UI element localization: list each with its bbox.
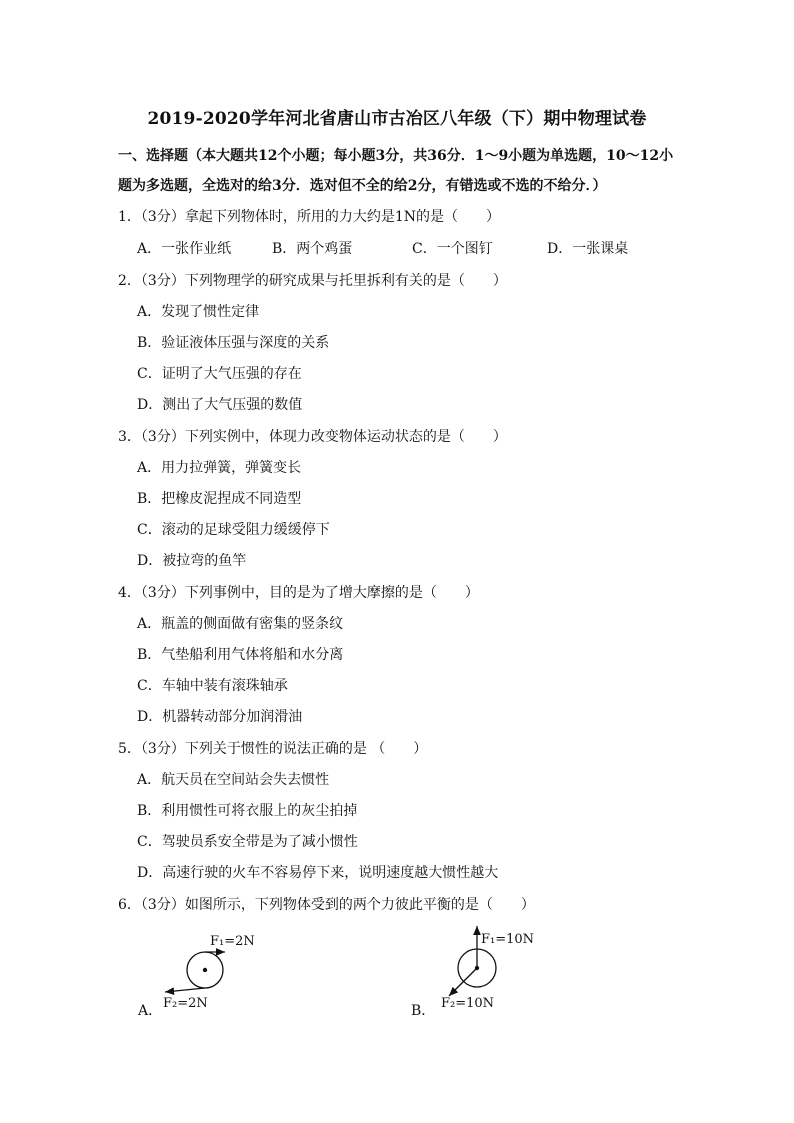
question-2-stem: 2．（3分）下列物理学的研究成果与托里拆利有关的是（ ） — [118, 273, 507, 289]
figure-b-f1-label: F₁=10N — [481, 932, 535, 947]
question-2-option-a: A．发现了惯性定律 — [137, 304, 260, 320]
figure-a — [130, 925, 270, 1025]
figure-b-force-f2-arrow — [449, 968, 477, 996]
question-5-option-d: D．高速行驶的火车不容易停下来，说明速度越大惯性越大 — [137, 865, 499, 881]
question-5-stem: 5．（3分）下列关于惯性的说法正确的是 （ ） — [118, 741, 428, 757]
question-3-stem: 3．（3分）下列实例中，体现力改变物体运动状态的是（ ） — [118, 429, 507, 445]
question-3-option-d: D．被拉弯的鱼竿 — [137, 553, 247, 569]
question-5-option-b: B．利用惯性可将衣服上的灰尘拍掉 — [137, 803, 358, 819]
question-1-stem: 1．（3分）拿起下列物体时，所用的力大约是1N的是（ ） — [118, 209, 500, 225]
question-4-option-c: C．车轴中装有滚珠轴承 — [137, 678, 288, 694]
figure-a-center-dot — [203, 968, 207, 972]
section-heading-line-2: 题为多选题，全选对的给3分．选对但不全的给2分，有错选或不选的不给分．） — [118, 178, 607, 194]
figure-b — [405, 918, 555, 1025]
question-2-option-b: B．验证液体压强与深度的关系 — [137, 335, 330, 351]
figure-a-option-label: A． — [138, 1003, 163, 1019]
figure-b-option-label: B． — [411, 1003, 436, 1019]
section-heading — [118, 142, 688, 200]
question-5-option-a: A．航天员在空间站会失去惯性 — [137, 772, 330, 788]
question-2-option-d: D．测出了大气压强的数值 — [137, 397, 303, 413]
question-4-option-d: D．机器转动部分加润滑油 — [137, 709, 303, 725]
question-3-option-a: A．用力拉弹簧，弹簧变长 — [137, 460, 302, 476]
figure-a-f1-label: F₁=2N — [210, 934, 255, 949]
figure-a-force-f2-arrow — [165, 988, 205, 992]
question-1-option-b: B．两个鸡蛋 — [272, 241, 353, 257]
question-1-option-a: A．一张作业纸 — [137, 241, 232, 257]
question-4-option-a: A．瓶盖的侧面做有密集的竖条纹 — [137, 616, 344, 632]
section-heading-line-1: 一、选择题（本大题共12个小题；每小题3分，共36分．1～9小题为单选题，10～12小 — [118, 148, 674, 164]
question-5-option-c: C．驾驶员系安全带是为了减小惯性 — [137, 834, 358, 850]
question-1-option-d: D．一张课桌 — [547, 241, 629, 257]
question-1-option-c: C．一个图钉 — [412, 241, 493, 257]
page-title: 2019-2020学年河北省唐山市古冶区八年级（下）期中物理试卷 — [147, 109, 647, 129]
question-2-option-c: C．证明了大气压强的存在 — [137, 366, 302, 382]
question-3-option-b: B．把橡皮泥捏成不同造型 — [137, 491, 302, 507]
question-3-option-c: C．滚动的足球受阻力缓缓停下 — [137, 522, 330, 538]
question-6-stem: 6．（3分）如图所示，下列物体受到的两个力彼此平衡的是（ ） — [118, 897, 535, 913]
figure-b-f2-label: F₂=10N — [441, 996, 495, 1011]
question-4-option-b: B．气垫船利用气体将船和水分离 — [137, 647, 344, 663]
figure-a-f2-label: F₂=2N — [163, 996, 208, 1011]
question-4-stem: 4．（3分）下列事例中，目的是为了增大摩擦的是（ ） — [118, 585, 479, 601]
